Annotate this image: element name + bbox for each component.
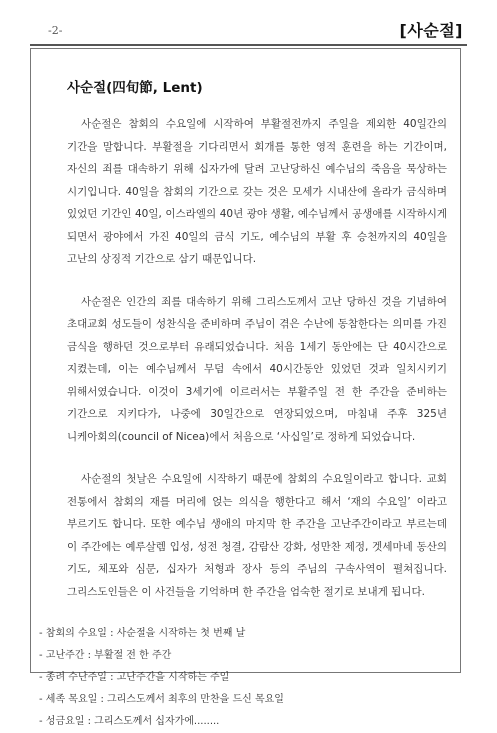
paragraph-definition: 사순절은 참회의 수요일에 시작하여 부활절전까지 주일을 제외한 40일간의 기간을 말합니다. 부활절을 기다리면서 회개를 통한 영적 훈련을 하는 기간이며, 자신의 죄를 대속하기 위해 십자가에 달려 고난당하신 예수님의 죽음을 묵상하는 시기입니다. 40일을 참회의 기간으로 갖는 것은 모세가 시내산에 올라가 금식하며 있었던 기간인 40일, 이스라엘의 40년 광야 생활, 예수님께서 공생애를 시작하시게 되면서 광야에서 가진 40일의 금식 기도, 예수님의 부활 후 승천까지의 40일을 고난의 상징적 기간으로 삼기 때문입니다. [67,118,447,265]
list-item: - 참회의 수요일 : 사순절을 시작하는 첫 번째 날 [39,628,246,639]
list-item: - 성금요일 : 그리스도께서 십자가에........ [39,716,220,727]
paragraph-origin: 사순절은 인간의 죄를 대속하기 위해 그리스도께서 고난 당하신 것을 기념하여 초대교회 성도들이 성찬식을 준비하며 주님이 겪은 수난에 동참한다는 의미를 가진 금식을 행하던 것으로부터 유래되었습니다. 처음 1세기 동안에는 단 40시간으로 지켰는데, 이는 예수님께서 무덤 속에서 40시간동안 있었던 것과 일치시키기 위해서였습니다. 이것이 3세기에 이르러서는 부활주일 전 한 주간을 준비하는 기간으로 지키다가, 나중에 30일간으로 연장되었으며, 마침내 주후 325년 니케아회의(council of Nicea)에서 처음으로 ‘사십일’로 정하게 되었습니다. [67,295,447,443]
list-item: - 종려 수난주일 : 고난주간을 시작하는 주일 [39,672,230,683]
list-item: - 고난주간 : 부활절 전 한 주간 [39,650,172,661]
document-body [39,79,447,733]
document-title: 사순절(四旬節, Lent) [67,80,203,96]
content-frame [30,48,461,727]
list-item: - 세족 목요일 : 그리스도께서 최후의 만찬을 드신 목요일 [39,694,284,705]
header-rule [30,44,467,46]
page-number: -2- [48,24,63,37]
section-tag: [사순절] [399,21,463,40]
paragraph-ash-wednesday: 사순절의 첫날은 수요일에 시작하기 때문에 참회의 수요일이라고 합니다. 교회 전통에서 참회의 재를 머리에 얹는 의식을 행한다고 해서 ‘재의 수요일’ 이라고 부르기도 합니다. 또한 예수님 생애의 마지막 한 주간을 고난주간이라고 부르는데 이 주간에는 예루살렘 입성, 성전 청결, 감람산 강화, 성만찬 제정, 겟세마네 동산의 기도, 체포와 심문, 십자가 처형과 장사 등의 주님의 구속사역이 펼쳐집니다. 그리스도인들은 이 사건들을 기억하며 한 주간을 엄숙한 절기로 보내게 됩니다. [67,473,447,598]
term-list [39,623,447,733]
